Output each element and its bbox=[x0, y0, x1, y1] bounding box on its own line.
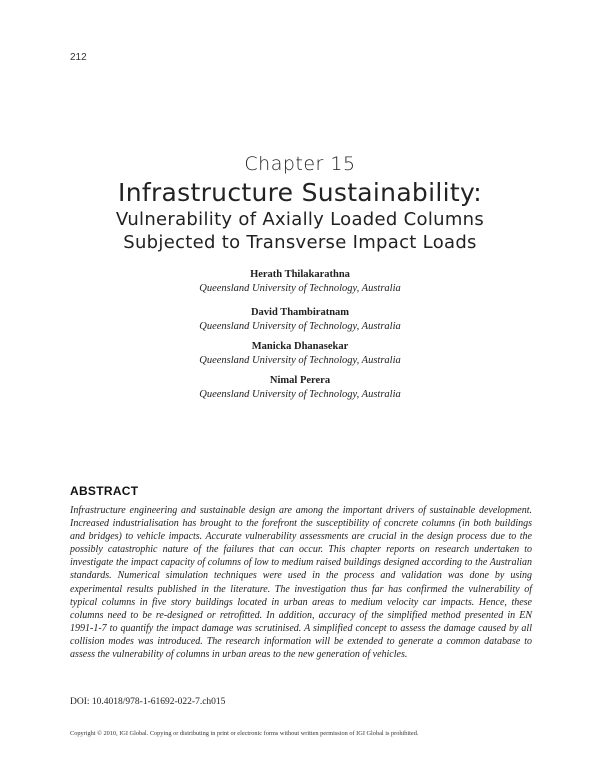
doi-line: DOI: 10.4018/978-1-61692-022-7.ch015 bbox=[70, 697, 226, 707]
author-affiliation: Queensland University of Technology, Australia bbox=[199, 389, 401, 400]
chapter-label: Chapter 15 bbox=[244, 153, 356, 175]
author-affiliation: Queensland University of Technology, Australia bbox=[199, 355, 401, 366]
author-affiliation: Queensland University of Technology, Australia bbox=[199, 283, 401, 294]
author-name: Nimal Perera bbox=[269, 375, 331, 386]
chapter-subtitle-line-1: Vulnerability of Axially Loaded Columns bbox=[115, 209, 485, 230]
author-block bbox=[0, 306, 600, 334]
author-affiliation: Queensland University of Technology, Australia bbox=[199, 321, 401, 332]
copyright-notice: Copyright © 2010, IGI Global. Copying or distributing in print or electronic forms without written permission of IGI Global is prohibited. bbox=[70, 730, 419, 737]
page-number: 212 bbox=[70, 52, 87, 63]
author-block bbox=[0, 268, 600, 296]
author-block bbox=[0, 340, 600, 368]
chapter-title: Infrastructure Sustainability: bbox=[118, 178, 482, 207]
chapter-subtitle-line-2: Subjected to Transverse Impact Loads bbox=[123, 232, 477, 253]
abstract-heading: ABSTRACT bbox=[70, 484, 139, 498]
author-name: David Thambiratnam bbox=[250, 307, 350, 318]
author-name: Herath Thilakarathna bbox=[250, 269, 350, 280]
author-block bbox=[0, 374, 600, 402]
abstract-body: Infrastructure engineering and sustainable design are among the important drivers of sustainable development. Increased industrialisation has brought to the forefront the susceptibility of concrete columns (in both buildings and bridges) to vehicle impacts. Accurate vulnerability assessments are crucial in the design process due to the possibly catastrophic nature of the failures that can occur. This chapter reports on research undertaken to investigate the impact capacity of columns of low to medium raised buildings designed according to the Australian standards. Numerical simulation techniques were used in the process and validation was done by using experimental results published in the literature. The investigation thus far has confirmed the vulnerability of typical columns in five story buildings located in urban areas to medium velocity car impacts. Hence, these columns need to be re-designed or retrofitted. In addition, accuracy of the simplified method presented in EN 1991-1-7 to quantify the impact damage was scrutinised. A simplified concept to assess the damage caused by all collision modes was introduced. The research information will be extended to generate a common database to assess the vulnerability of columns in urban areas to the new generation of vehicles. bbox=[70, 505, 532, 661]
author-name: Manicka Dhanasekar bbox=[251, 341, 349, 352]
